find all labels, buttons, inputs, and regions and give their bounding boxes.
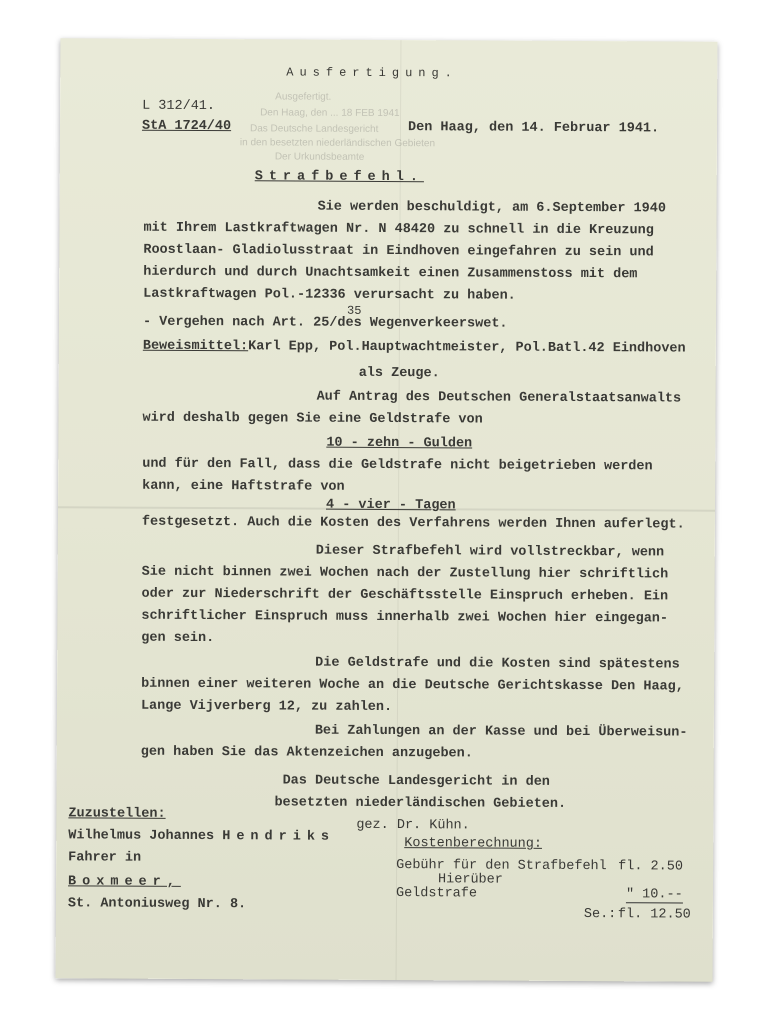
text-line: oder zur Niederschrift der Geschäftsstelle Einspruch erheben. Ein <box>141 586 669 605</box>
text-line: als Zeuge. <box>358 365 440 382</box>
signature: gez. Dr. Kühn. <box>356 817 470 834</box>
evidence-label: Beweismittel: <box>142 338 249 355</box>
text-line: wird deshalb gegen Sie eine Geldstrafe von <box>142 410 483 428</box>
stamp-text: Ausgefertigt. <box>275 91 332 103</box>
recipient-surname: Hendriks <box>222 829 336 845</box>
text-line: schriftlicher Einspruch muss innerhalb zwei Wochen hier eingegan- <box>141 608 669 627</box>
recipient-job: Fahrer in <box>68 850 142 866</box>
place-date: Den Haag, den 14. Februar 1941. <box>407 120 660 137</box>
stamp-text: Das Deutsche Landesgericht <box>249 123 379 135</box>
stamp-text: Der Urkundsbeamte <box>274 151 365 163</box>
jail-amount: 4 - vier - Tagen <box>325 497 456 514</box>
text-line: Auf Antrag des Deutschen Generalstaatsanwalts <box>316 389 682 407</box>
stamp-text: in den besetzten niederländischen Gebieten <box>239 137 436 150</box>
recipient-city: Boxmeer, <box>68 874 181 890</box>
copy-label: Ausfertigung. <box>286 65 458 81</box>
recipient-name: Wilhelmus Johannes <box>68 828 215 845</box>
text-line: mit Ihrem Lastkraftwagen Nr. N 48420 zu schnell in die Kreuzung <box>143 220 654 239</box>
handwritten-annotation: 35 <box>347 303 362 318</box>
cost-value: " 10.-- <box>625 887 683 903</box>
text-line: kann, eine Haftstrafe von <box>142 478 345 495</box>
text-line: binnen einer weiteren Woche an die Deutsche Gerichtskasse Den Haag, <box>141 676 684 695</box>
text-line: Dieser Strafbefehl wird vollstreckbar, wenn <box>315 543 665 561</box>
text-line: Die Geldstrafe und die Kosten sind spätestens <box>315 655 680 673</box>
recipient-label: Zuzustellen: <box>68 806 166 822</box>
file-reference: L 312/41. <box>142 98 216 115</box>
cost-label: Hierüber <box>438 872 503 888</box>
text-line: Bei Zahlungen an der Kasse und bei Überweisun- <box>314 723 688 741</box>
text-line: und für den Fall, dass die Geldstrafe nicht beigetrieben werden <box>142 456 653 475</box>
text-line: Sie werden beschuldigt, am 6.September 1940 <box>317 199 666 217</box>
text-line: Sie nicht binnen zwei Wochen nach der Zustellung hier schriftlich <box>141 564 669 583</box>
total-value: fl. 12.50 <box>617 907 691 923</box>
text-line: Roostlaan- Gladiolusstraat in Eindhoven eingefahren zu sein und <box>143 242 654 261</box>
cost-label: Geldstrafe <box>395 886 478 902</box>
text-line: Lange Vijverberg 12, zu zahlen. <box>140 698 393 716</box>
text-line: hierdurch und durch Unachtsamkeit einen Zusammenstoss mit dem <box>143 264 638 283</box>
stamp-text: Den Haag, den ... 18 FEB 1941 <box>260 107 400 120</box>
text-line: gen sein. <box>141 630 215 647</box>
text-line: festgesetzt. Auch die Kosten des Verfahrens werden Ihnen auferlegt. <box>141 514 685 533</box>
court-name: Das Deutsche Landesgericht in den <box>282 773 550 790</box>
text-line: gen haben Sie das Aktenzeichen anzugeben. <box>140 744 473 762</box>
recipient-street: St. Antoniusweg Nr. 8. <box>67 896 247 913</box>
text-line: Lastkraftwagen Pol.-12336 verursacht zu haben. <box>143 286 516 304</box>
court-name: besetzten niederländischen Gebieten. <box>274 795 567 812</box>
fine-amount: 10 - zehn - Gulden <box>326 435 473 452</box>
text-line: - Vergehen nach Art. 25/des Wegenverkeerswet. <box>142 314 508 332</box>
total-label: Se.: <box>583 907 617 923</box>
cost-value: fl. 2.50 <box>618 859 683 875</box>
costs-title: Kostenberechnung: <box>404 836 543 852</box>
evidence-text: Karl Epp, Pol.Hauptwachtmeister, Pol.Batl.42 Eindhoven <box>248 339 686 357</box>
file-reference: StA 1724/40 <box>141 118 232 135</box>
document-title: Strafbefehl. <box>254 169 424 186</box>
document-page <box>56 38 718 981</box>
cost-label: Gebühr für den Strafbefehl <box>396 858 607 875</box>
